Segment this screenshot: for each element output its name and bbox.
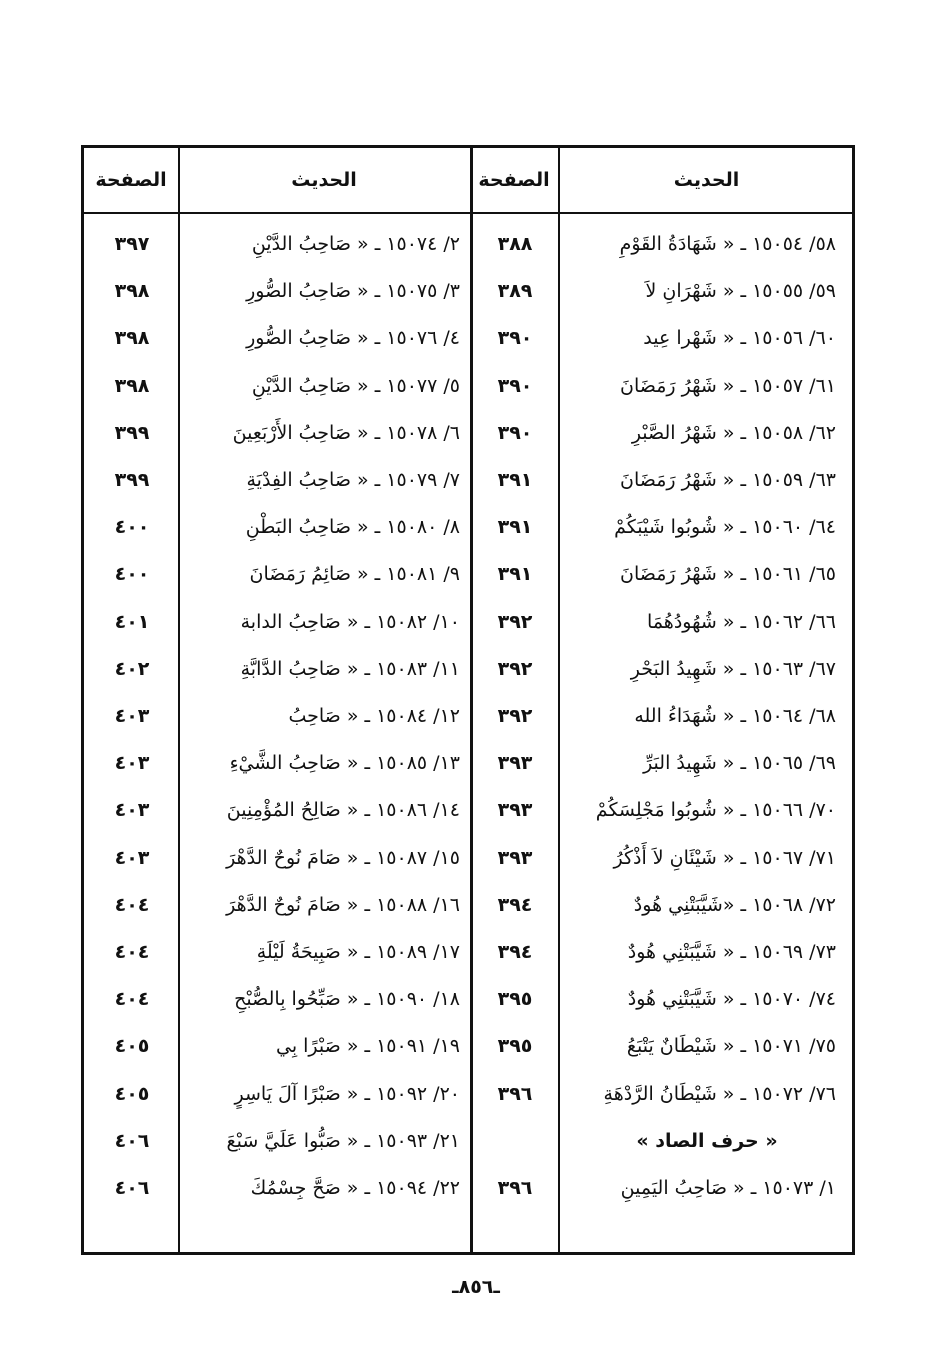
hadith-entry: ٥/ ١٥٠٧٧ ـ « صَاحِبُ الدَّيْنِ <box>251 375 460 397</box>
page-number-cell: ٣٨٨ <box>497 233 533 255</box>
hadith-entry: ٦٢/ ١٥٠٥٨ ـ « شَهْرُ الصَّبْرِ <box>631 422 836 444</box>
page-number-cell: ٣٩٨ <box>114 280 150 302</box>
hadith-entry: ١٩/ ١٥٠٩١ ـ « صَبْرًا بِي <box>275 1035 460 1057</box>
page-number-cell: ٣٩٢ <box>497 658 533 680</box>
hadith-entry: ١٤/ ١٥٠٨٦ ـ « صَالِحُ المُؤْمِنِينَ <box>226 799 460 821</box>
hadith-entry: ٤/ ١٥٠٧٦ ـ « صَاحِبُ الصُّورِ <box>246 327 460 349</box>
page-number-cell: ٤٠٣ <box>114 847 150 869</box>
right-page-header: الصفحة <box>478 169 550 191</box>
column-divider <box>178 148 180 1252</box>
hadith-entry: ٣/ ١٥٠٧٥ ـ « صَاحِبُ الصُّورِ <box>246 280 460 302</box>
page-number-cell: ٣٩٤ <box>497 941 533 963</box>
hadith-entry: ١٣/ ١٥٠٨٥ ـ « صَاحِبُ الشَّيْءِ <box>229 752 460 774</box>
hadith-entry: ٦٠/ ١٥٠٥٦ ـ « شَهْرا عِيد <box>643 327 836 349</box>
hadith-entry: ١٠/ ١٥٠٨٢ ـ « صَاحِبُ الدابة <box>240 611 460 633</box>
page-number-cell: ٣٨٩ <box>497 280 533 302</box>
page-number-cell: ٣٩٦ <box>497 1083 533 1105</box>
hadith-entry: ٧٣/ ١٥٠٦٩ ـ « شَيَّبَتْنِي هُودٌ <box>627 941 836 963</box>
hadith-entry: ٩/ ١٥٠٨١ ـ « صَائِمُ رَمَضَانَ <box>249 563 460 585</box>
page-number-cell: ٣٩٣ <box>497 799 533 821</box>
page-number-cell: ٣٩٤ <box>497 894 533 916</box>
page-number-cell: ٣٩٥ <box>497 1035 533 1057</box>
hadith-entry: ٦٦/ ١٥٠٦٢ ـ « شُهُودُهُمَا <box>647 611 836 633</box>
page-number-cell: ٤٠٠ <box>114 516 150 538</box>
page-number-cell: ٤٠٤ <box>114 988 150 1010</box>
hadith-entry: ١٥/ ١٥٠٨٧ ـ « صَامَ نُوحٌ الدَّهْرَ <box>226 847 460 869</box>
hadith-entry: ١٨/ ١٥٠٩٠ ـ « صَبِّحُوا بِالصُّبْحِ <box>234 988 460 1010</box>
page-number-cell: ٣٩٢ <box>497 611 533 633</box>
page-number-cell: ٤٠١ <box>114 611 150 633</box>
page-number-cell: ٣٩٠ <box>497 327 533 349</box>
hadith-entry: ٧١/ ١٥٠٦٧ ـ « شَيْئَانِ لاَ أَذْكُرُ <box>613 847 836 869</box>
hadith-entry: ٦١/ ١٥٠٥٧ ـ « شَهْرُ رَمَضَانَ <box>620 375 836 397</box>
index-table <box>81 145 855 1255</box>
header-divider <box>84 212 852 214</box>
hadith-entry: ٧٢/ ١٥٠٦٨ ـ «شَيَّبَتْنِي هُودٌ <box>633 894 836 916</box>
hadith-entry: ٧/ ١٥٠٧٩ ـ « صَاحِبُ الفِدْيَةِ <box>246 469 460 491</box>
hadith-entry: ٧٤/ ١٥٠٧٠ ـ « شَيَّبَتْنِي هُودٌ <box>627 988 836 1010</box>
hadith-entry: ٥٨/ ١٥٠٥٤ ـ « شَهَادَةُ القَوْمِ <box>619 233 836 255</box>
page-number-cell: ٣٩٨ <box>114 375 150 397</box>
hadith-entry: ٢٠/ ١٥٠٩٢ ـ « صَبْرًا آلَ يَاسِرٍ <box>234 1083 460 1105</box>
page-number-cell: ٤٠٣ <box>114 752 150 774</box>
page-number-cell: ٤٠٢ <box>114 658 150 680</box>
hadith-entry: ١٧/ ١٥٠٨٩ ـ « صَبِيحَةُ لَيْلَةِ <box>256 941 460 963</box>
page-number-cell: ٣٩٦ <box>497 1177 533 1199</box>
column-divider <box>558 148 560 1252</box>
hadith-entry: ٨/ ١٥٠٨٠ ـ « صَاحِبُ البَطْنِ <box>245 516 460 538</box>
page-number-cell: ٣٩٢ <box>497 705 533 727</box>
hadith-entry: ٧٥/ ١٥٠٧١ ـ « شَيْطَانٌ يَتْبَعُ <box>626 1035 836 1057</box>
hadith-entry: ٦٩/ ١٥٠٦٥ ـ « شَهِيدُ البَرِّ <box>643 752 836 774</box>
hadith-entry: ٧٠/ ١٥٠٦٦ ـ « شُوبُوا مَجْلِسَكُمْ <box>595 799 836 821</box>
right-hadith-header: الحديث <box>673 169 740 191</box>
hadith-entry: ٦٥/ ١٥٠٦١ ـ « شَهْرُ رَمَضَانَ <box>620 563 836 585</box>
page-number-cell: ٣٩٠ <box>497 422 533 444</box>
page-number-cell: ٣٩٩ <box>114 469 150 491</box>
left-hadith-header: الحديث <box>291 169 357 191</box>
hadith-entry: ١٦/ ١٥٠٨٨ ـ « صَامَ نُوحٌ الدَّهْرَ <box>226 894 460 916</box>
page-number-cell: ٣٩٣ <box>497 847 533 869</box>
page-number-cell: ٣٩١ <box>497 469 533 491</box>
page-number-cell: ٣٩٥ <box>497 988 533 1010</box>
hadith-entry: ٥٩/ ١٥٠٥٥ ـ « شَهْرَانِ لاَ <box>645 280 836 302</box>
hadith-entry: ١/ ١٥٠٧٣ ـ « صَاحِبُ اليَمِينِ <box>620 1177 836 1199</box>
hadith-entry: ٦٣/ ١٥٠٥٩ ـ « شَهْرُ رَمَضَانَ <box>620 469 836 491</box>
page-number-cell: ٤٠٣ <box>114 705 150 727</box>
page-number-cell: ٣٩٠ <box>497 375 533 397</box>
hadith-entry: ٢/ ١٥٠٧٤ ـ « صَاحِبُ الدَّيْنِ <box>251 233 460 255</box>
page-number-cell: ٤٠٣ <box>114 799 150 821</box>
page-number-cell: ٣٩٨ <box>114 327 150 349</box>
hadith-entry: ٧٦/ ١٥٠٧٢ ـ « شَيْطَانُ الرَّدْهَةِ <box>603 1083 836 1105</box>
hadith-entry: ٦٨/ ١٥٠٦٤ ـ « شُهَدَاءُ الله <box>634 705 836 727</box>
page-number: ـ٨٥٦ـ <box>452 1276 500 1298</box>
page-number-cell: ٤٠٤ <box>114 941 150 963</box>
page-number-cell: ٤٠٦ <box>114 1130 150 1152</box>
hadith-entry: ٦٤/ ١٥٠٦٠ ـ « شُوبُوا شَيْبَكُمْ <box>614 516 836 538</box>
page-number-cell: ٤٠٠ <box>114 563 150 585</box>
page-number-cell: ٣٩٧ <box>114 233 150 255</box>
page-number-cell: ٤٠٥ <box>114 1035 150 1057</box>
left-page-header: الصفحة <box>95 169 167 191</box>
hadith-entry: ٢٢/ ١٥٠٩٤ ـ « صَحَّ جِسْمُكَ <box>250 1177 460 1199</box>
section-heading: « حرف الصاد » <box>636 1130 778 1152</box>
hadith-entry: ١٢/ ١٥٠٨٤ ـ « صَاحِبُ <box>288 705 460 727</box>
page-number-cell: ٤٠٤ <box>114 894 150 916</box>
hadith-entry: ١١/ ١٥٠٨٣ ـ « صَاحِبُ الدَّابَّةِ <box>240 658 460 680</box>
hadith-entry: ٦٧/ ١٥٠٦٣ ـ « شَهِيدُ البَحْرِ <box>630 658 836 680</box>
page-number-cell: ٤٠٦ <box>114 1177 150 1199</box>
page-number-cell: ٣٩٣ <box>497 752 533 774</box>
page-number-cell: ٣٩٩ <box>114 422 150 444</box>
hadith-entry: ٦/ ١٥٠٧٨ ـ « صَاحِبُ الأَرْبَعِينَ <box>232 422 460 444</box>
page-number-cell: ٣٩١ <box>497 563 533 585</box>
hadith-entry: ٢١/ ١٥٠٩٣ ـ « صَبُّوا عَلَيَّ سَبْعَ <box>226 1130 460 1152</box>
page-number-cell: ٤٠٥ <box>114 1083 150 1105</box>
page-number-cell: ٣٩١ <box>497 516 533 538</box>
